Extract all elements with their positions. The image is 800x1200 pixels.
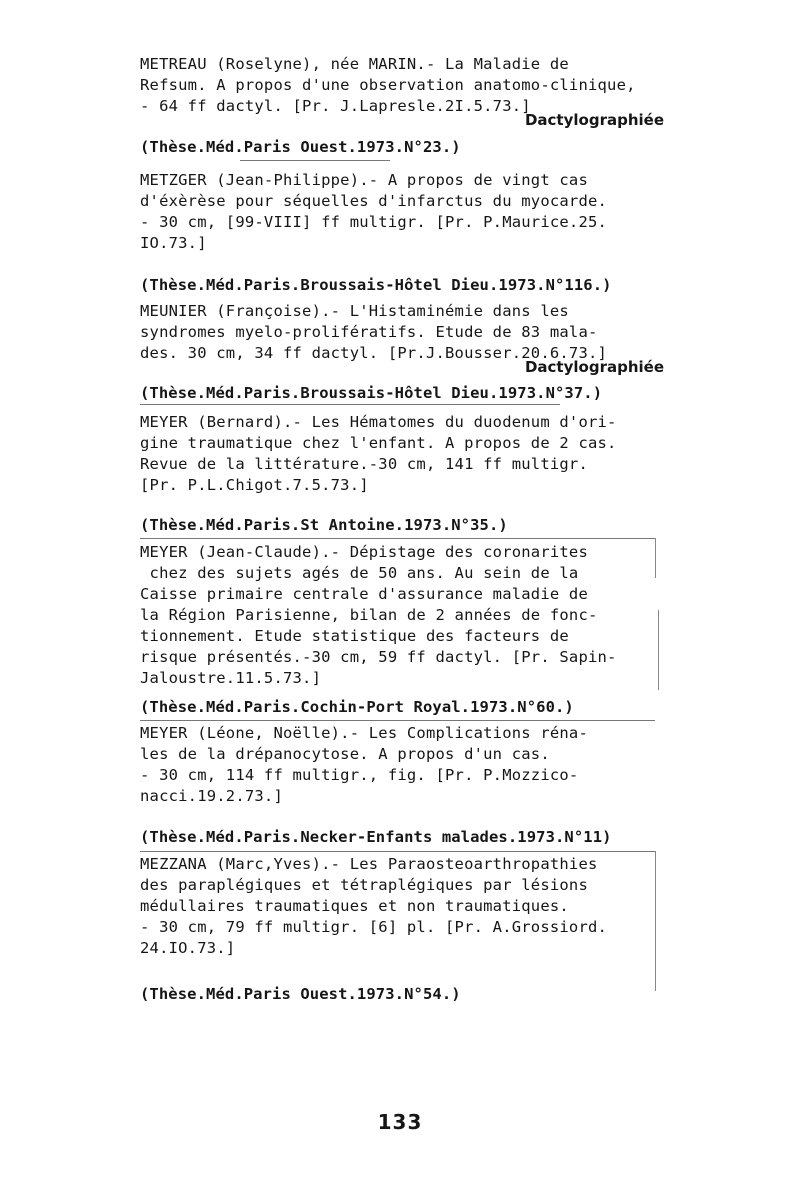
entry-text-line: METZGER (Jean-Philippe).- A propos de vingt cas [140, 171, 588, 189]
catalog-entry-meyer-jean-claude [140, 542, 670, 689]
thesis-source: (Thèse.Méd.Paris Ouest.1973.N°54.) [140, 985, 461, 1003]
thesis-source: (Thèse.Méd.Paris.Broussais-Hôtel Dieu.1973.N°116.) [140, 276, 612, 294]
entry-text-line: [Pr. P.L.Chigot.7.5.73.] [140, 476, 369, 494]
entry-text-line: Jaloustre.11.5.73.] [140, 669, 322, 687]
entry-text-line: des. 30 cm, 34 ff dactyl. [Pr.J.Bousser.20.6.73.] [140, 344, 608, 362]
dactylographiee-stamp: Dactylographiée [524, 111, 664, 129]
entry-text-line: MEZZANA (Marc,Yves).- Les Paraosteoarthropathies [140, 855, 598, 873]
entry-text-line: 24.IO.73.] [140, 939, 236, 957]
entry-text-line: chez des sujets agés de 50 ans. Au sein de la [140, 564, 579, 582]
entry-text-line: Revue de la littérature.-30 cm, 141 ff multigr. [140, 455, 588, 473]
entry-text-line: - 30 cm, 114 ff multigr., fig. [Pr. P.Mozzico- [140, 766, 579, 784]
entry-text-line: MEYER (Bernard).- Les Hématomes du duodenum d'ori- [140, 413, 617, 431]
entry-text-line: MEYER (Jean-Claude).- Dépistage des coronarites [140, 543, 588, 561]
entry-text-line: risque présentés.-30 cm, 59 ff dactyl. [Pr. Sapin- [140, 648, 617, 666]
entry-text-line: les de la drépanocytose. A propos d'un cas. [140, 745, 550, 763]
thesis-source: (Thèse.Méd.Paris.Necker-Enfants malades.1973.N°11) [140, 828, 612, 846]
thesis-source: (Thèse.Méd.Paris.St Antoine.1973.N°35.) [140, 516, 508, 534]
entry-text-line: Caisse primaire centrale d'assurance maladie de [140, 585, 588, 603]
catalog-entry-meyer-bernard [140, 412, 670, 496]
entry-text-line: nacci.19.2.73.] [140, 787, 283, 805]
catalog-entry-meyer-leone [140, 723, 670, 807]
entry-text-line: METREAU (Roselyne), née MARIN.- La Maladie de [140, 55, 569, 73]
entry-text-line: MEUNIER (Françoise).- L'Histaminémie dans les [140, 302, 569, 320]
dactylographiee-stamp: Dactylographiée [524, 358, 664, 376]
thesis-source: (Thèse.Méd.Paris Ouest.1973.N°23.) [140, 138, 461, 156]
entry-text-line: - 30 cm, [99-VIII] ff multigr. [Pr. P.Maurice.25. [140, 213, 608, 231]
divider-rule [140, 720, 655, 721]
entry-text-line: des paraplégiques et tétraplégiques par lésions [140, 876, 588, 894]
thesis-source: (Thèse.Méd.Paris.Broussais-Hôtel Dieu.1973.N°37.) [140, 384, 603, 402]
entry-text-line: gine traumatique chez l'enfant. A propos de 2 cas. [140, 434, 617, 452]
entry-text-line: syndromes myelo-prolifératifs. Etude de 83 mala- [140, 323, 598, 341]
margin-rule [658, 610, 659, 690]
entry-text-line: la Région Parisienne, bilan de 2 années de fonc- [140, 606, 598, 624]
entry-text-line: médullaires traumatiques et non traumatiques. [140, 897, 569, 915]
divider-rule [240, 160, 390, 161]
catalog-entry-mezzana [140, 854, 670, 959]
thesis-source: (Thèse.Méd.Paris.Cochin-Port Royal.1973.N°60.) [140, 698, 574, 716]
catalog-entry-metreau [140, 54, 670, 129]
entry-text-line: d'éxèrèse pour séquelles d'infarctus du myocarde. [140, 192, 608, 210]
divider-rule [140, 851, 655, 852]
catalog-entry-metzger [140, 170, 670, 254]
entry-text-line: - 64 ff dactyl. [Pr. J.Lapresle.2I.5.73.] [140, 97, 531, 115]
divider-rule [140, 538, 655, 539]
entry-text-line: Refsum. A propos d'une observation anatomo-clinique, [140, 76, 636, 94]
entry-text-line: - 30 cm, 79 ff multigr. [6] pl. [Pr. A.Grossiord. [140, 918, 608, 936]
page-number: 133 [377, 1110, 423, 1134]
entry-text-line: MEYER (Léone, Noëlle).- Les Complications réna- [140, 724, 588, 742]
entry-text-line: IO.73.] [140, 234, 207, 252]
divider-rule [140, 404, 560, 405]
entry-text-line: tionnement. Etude statistique des facteurs de [140, 627, 569, 645]
catalog-entry-meunier [140, 301, 670, 376]
